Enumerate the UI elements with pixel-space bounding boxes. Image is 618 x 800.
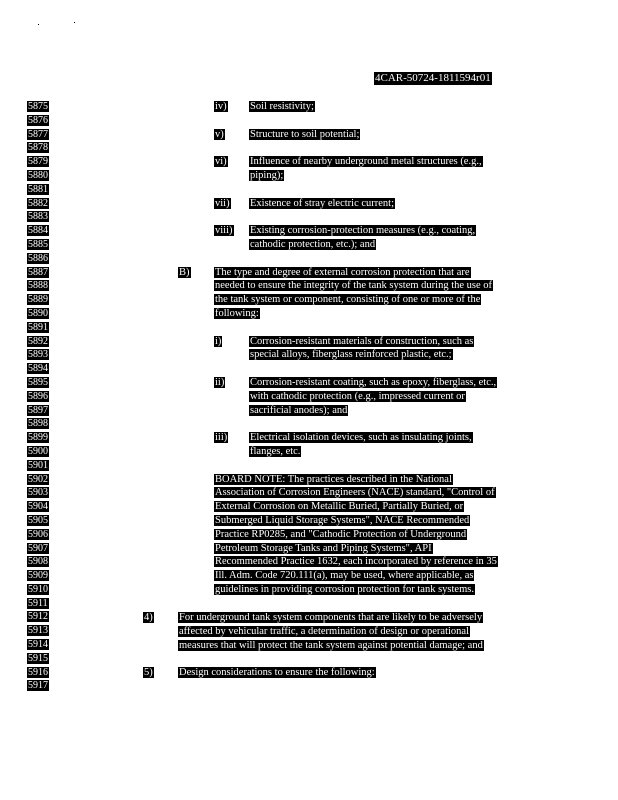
line-number: 5885 — [28, 238, 48, 250]
text-line: Structure to soil potential; — [250, 128, 360, 140]
line-number: 5906 — [28, 528, 48, 540]
item-text-iii — [249, 431, 473, 459]
item-label-iv: iv) — [215, 101, 227, 112]
line-number: 5890 — [28, 307, 48, 319]
item-text-ii — [249, 376, 497, 417]
item-text-vi — [249, 155, 483, 183]
line-number: 5877 — [28, 128, 48, 140]
text-line: flanges, etc. — [250, 445, 301, 457]
text-line: Corrosion-resistant materials of construction, such as — [250, 335, 474, 347]
line-number: 5893 — [28, 349, 48, 361]
line-number: 5896 — [28, 390, 48, 402]
item-label-iii: iii) — [215, 432, 228, 444]
line-number: 5895 — [28, 376, 48, 388]
line-number: 5894 — [28, 363, 48, 375]
line-number: 5876 — [28, 114, 48, 126]
item-text-v — [249, 128, 360, 142]
line-number: 5911 — [28, 597, 48, 609]
text-line: needed to ensure the integrity of the tank system during the use of — [215, 280, 493, 292]
text-line: Existing corrosion-protection measures (e.g., coating, — [250, 225, 476, 237]
line-number: 5917 — [28, 680, 48, 692]
line-number: 5910 — [28, 583, 48, 595]
text-line: Practice RP0285, and "Cathodic Protection of Underground — [215, 528, 467, 540]
text-line: Petroleum Storage Tanks and Piping Systems", API — [215, 542, 432, 554]
line-number: 5878 — [28, 142, 48, 154]
line-number: 5903 — [28, 487, 48, 499]
text-line: Influence of nearby underground metal structures (e.g., — [250, 156, 482, 168]
line-number: 5905 — [28, 514, 48, 526]
text-line: Design considerations to ensure the following: — [179, 667, 375, 679]
line-number: 5884 — [28, 225, 48, 237]
text-line: BOARD NOTE: The practices described in the National — [215, 473, 452, 485]
item-text-5 — [178, 666, 376, 680]
item-text-i — [249, 335, 474, 363]
line-number: 5892 — [28, 335, 48, 347]
line-number: 5883 — [28, 211, 48, 223]
item-label-ii: ii) — [215, 377, 225, 388]
line-number: 5889 — [28, 294, 48, 306]
text-line: measures that will protect the tank system against potential damage; and — [179, 639, 483, 651]
line-number: 5914 — [28, 639, 48, 651]
line-number: 5891 — [28, 321, 48, 333]
text-line: Corrosion-resistant coating, such as epoxy, fiberglass, etc., — [250, 377, 497, 388]
line-number: 5879 — [28, 156, 48, 168]
text-line: Existence of stray electric current; — [250, 197, 395, 209]
line-number: 5888 — [28, 280, 48, 292]
line-number: 5898 — [28, 418, 48, 430]
item-label-viii: viii) — [215, 225, 233, 237]
item-label-vi: vi) — [215, 156, 227, 168]
text-line: following: — [215, 307, 259, 319]
line-numbers — [27, 100, 53, 693]
line-number: 5897 — [28, 404, 48, 416]
line-number: 5901 — [28, 459, 48, 471]
item-label-4: 4) — [144, 612, 153, 624]
text-line: Soil resistivity; — [250, 101, 314, 112]
line-number: 5880 — [28, 169, 48, 181]
text-line: affected by vehicular traffic, a determination of design or operational — [179, 625, 469, 637]
text-line: For underground tank system components that are likely to be adversely — [179, 612, 483, 624]
line-number: 5909 — [28, 570, 48, 582]
line-number: 5913 — [28, 625, 48, 637]
text-line: Ill. Adm. Code 720.111(a), may be used, where applicable, as — [215, 570, 474, 582]
line-number: 5907 — [28, 542, 48, 554]
line-number: 5915 — [28, 652, 48, 664]
text-line: guidelines in providing corrosion protection for tank systems. — [215, 583, 474, 595]
text-line: sacrificial anodes); and — [250, 404, 348, 416]
text-line: External Corrosion on Metallic Buried, Partially Buried, or — [215, 501, 464, 513]
line-number: 5887 — [28, 266, 48, 278]
line-number: 5904 — [28, 501, 48, 513]
item-label-v: v) — [215, 128, 224, 140]
item-label-5: 5) — [144, 667, 153, 679]
text-line: The type and degree of external corrosion protection that are — [215, 266, 470, 278]
line-number: 5900 — [28, 445, 48, 457]
item-text-4 — [178, 611, 484, 652]
item-label-i: i) — [215, 335, 222, 347]
item-text-viii — [249, 224, 476, 252]
line-number: 5875 — [28, 101, 48, 112]
item-text-B — [214, 266, 493, 321]
text-line: Submerged Liquid Storage Systems", NACE Recommended — [215, 514, 470, 526]
item-label-B: B) — [179, 266, 190, 278]
text-line: special alloys, fiberglass reinforced plastic, etc.; — [250, 349, 452, 361]
text-line: with cathodic protection (e.g., impressed current or — [250, 390, 465, 402]
line-number: 5886 — [28, 252, 48, 264]
document-id: 4CAR-50724-1811594r01 — [375, 72, 491, 84]
text-line: Association of Corrosion Engineers (NACE) standard, "Control of — [215, 487, 495, 499]
text-line: cathodic protection, etc.); and — [250, 238, 376, 250]
line-number: 5902 — [28, 473, 48, 485]
item-text-iv — [249, 100, 315, 114]
item-text-vii — [249, 197, 395, 211]
line-number: 5882 — [28, 197, 48, 209]
text-line: Electrical isolation devices, such as insulating joints, — [250, 432, 472, 444]
text-line: Recommended Practice 1632, each incorporated by reference in 35 — [215, 556, 497, 568]
line-number: 5912 — [28, 611, 48, 623]
board-note — [214, 473, 498, 597]
item-label-vii: vii) — [215, 197, 230, 209]
line-number: 5916 — [28, 666, 48, 678]
line-number: 5908 — [28, 556, 48, 568]
text-line: the tank system or component, consisting of one or more of the — [215, 294, 481, 306]
line-number: 5899 — [28, 432, 48, 444]
scan-specks — [38, 22, 78, 28]
line-number: 5881 — [28, 183, 48, 195]
text-line: piping); — [250, 169, 284, 181]
